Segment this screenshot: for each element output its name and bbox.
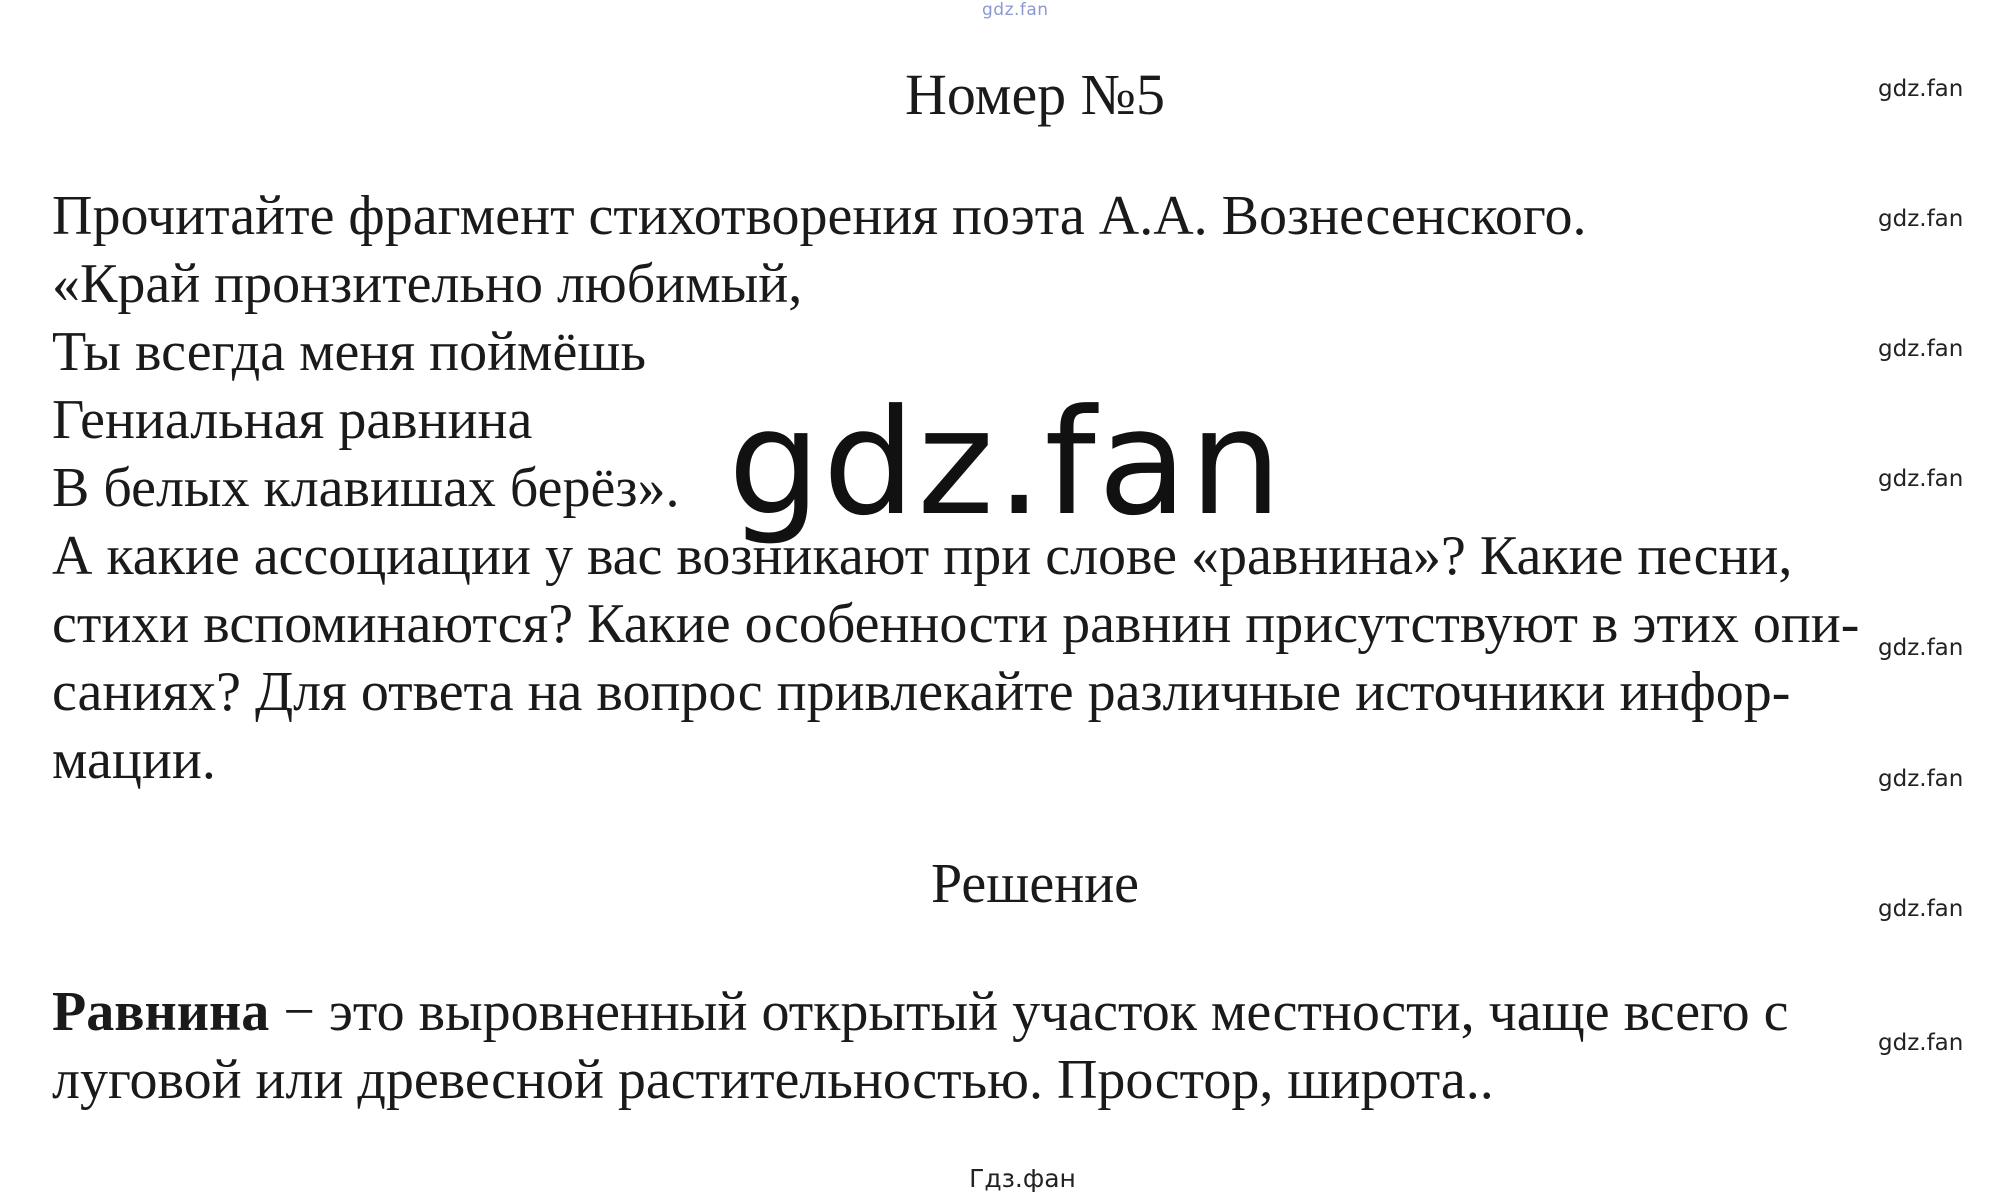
answer-definition: − это выровненный открытый участок местности, чаще всего с — [269, 981, 1789, 1043]
solution-heading: Решение — [930, 853, 1140, 915]
poem-line: Гениальная равнина — [52, 389, 533, 451]
top-watermark: gdz.fan — [982, 0, 1049, 20]
side-watermark: gdz.fan — [1878, 1030, 1964, 1056]
poem-line: Ты всегда меня поймёшь — [52, 321, 646, 383]
side-watermark: gdz.fan — [1878, 466, 1964, 492]
answer-line: луговой или древесной растительностью. Простор, широта.. — [52, 1049, 1494, 1111]
answer-text — [52, 978, 1992, 1114]
question-line: саниях? Для ответа на вопрос привлекайте различные источники инфор- — [52, 661, 1791, 723]
poem-line: В белых клавишах берёз». — [52, 457, 680, 519]
question-line: стихи вспоминаются? Какие особенности равнин присутствуют в этих опи- — [52, 593, 1860, 655]
side-watermark: gdz.fan — [1878, 766, 1964, 792]
side-watermark: gdz.fan — [1878, 336, 1964, 362]
poem-line: «Край пронзительно любимый, — [52, 253, 803, 315]
side-watermark: gdz.fan — [1878, 206, 1964, 232]
large-watermark: gdz.fan — [728, 378, 1284, 548]
side-watermark: gdz.fan — [1878, 76, 1964, 102]
task-line: Прочитайте фрагмент стихотворения поэта А.А. Вознесенского. — [52, 185, 1587, 247]
side-watermark: gdz.fan — [1878, 896, 1964, 922]
question-line: мации. — [52, 729, 216, 791]
question-line: А какие ассоциации у вас возникают при слове «равнина»? Какие песни, — [52, 525, 1793, 587]
footer-watermark: Гдз.фан — [969, 1164, 1076, 1193]
answer-line — [52, 978, 1992, 1046]
page-title: Номер №5 — [904, 62, 1166, 127]
side-watermark: gdz.fan — [1878, 635, 1964, 661]
answer-term: Равнина — [52, 981, 270, 1043]
